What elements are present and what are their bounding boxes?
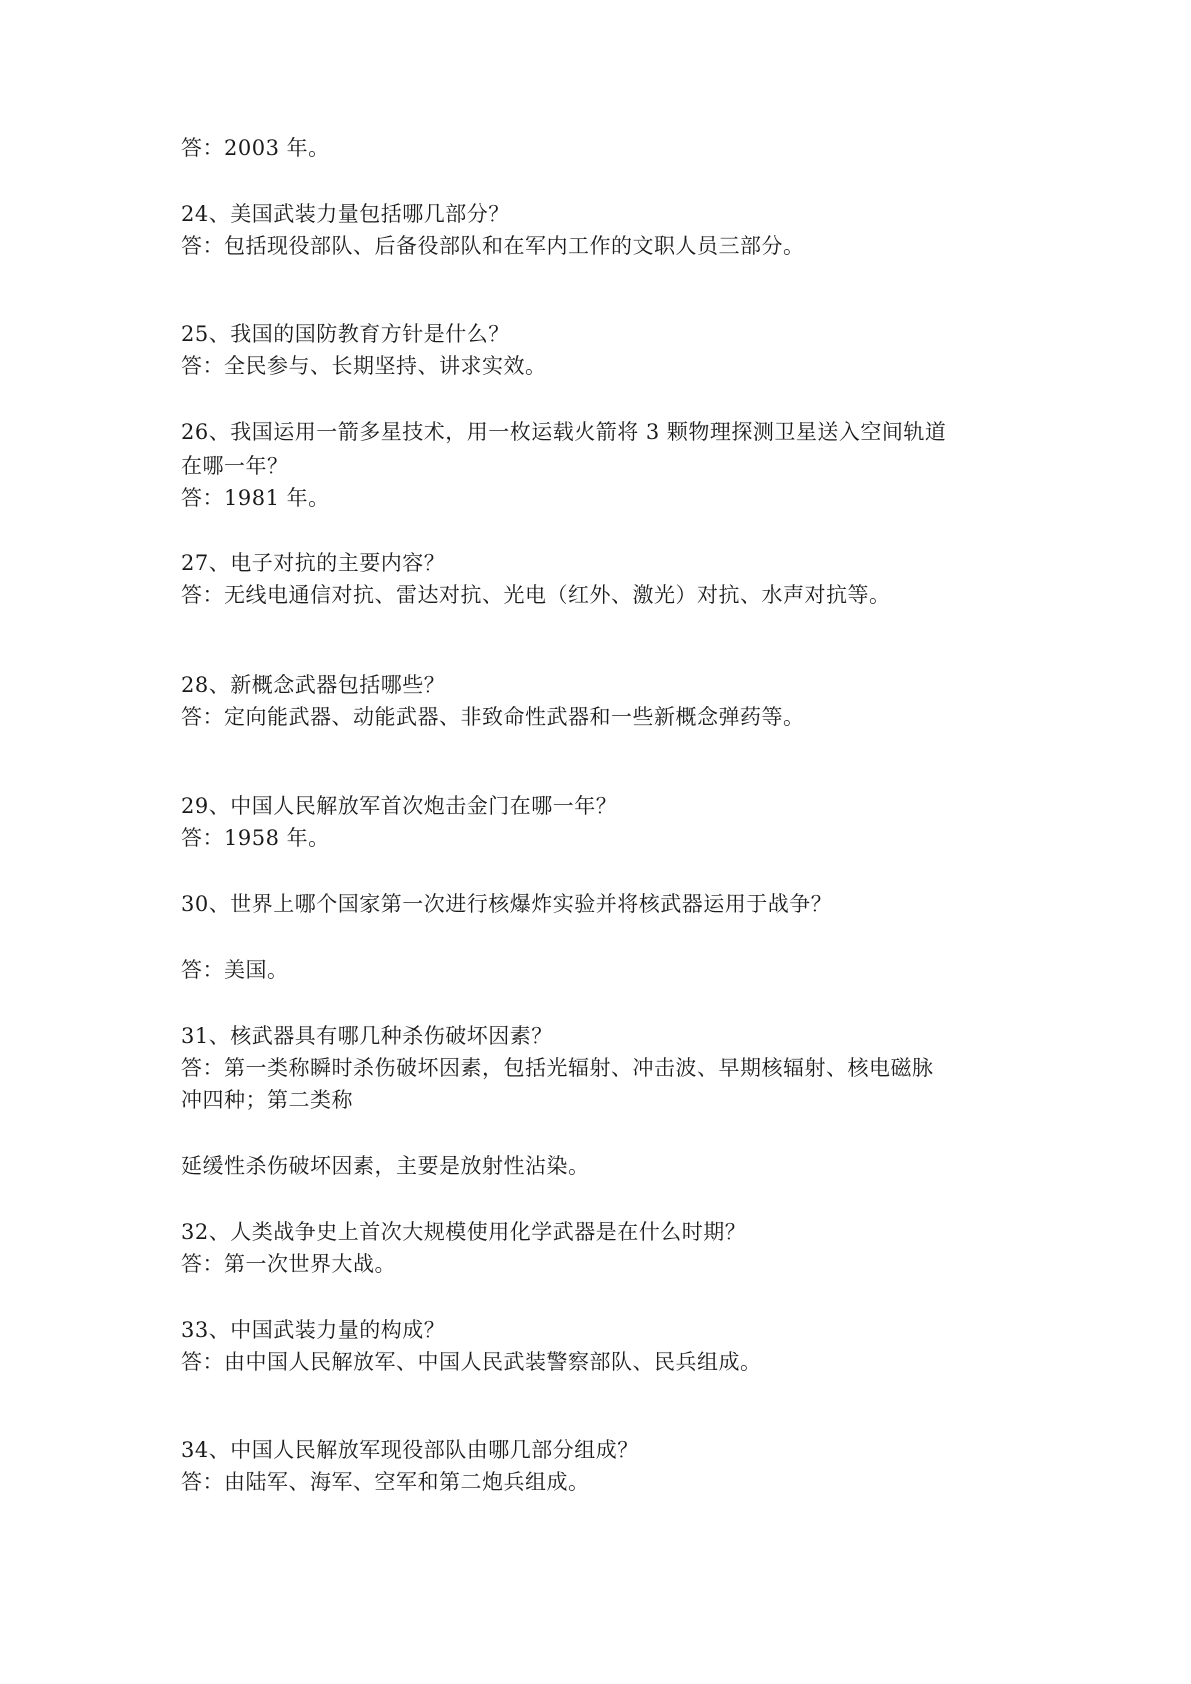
question-26: 26、我国运用一箭多星技术，用一枚运载火箭将 3 颗物理探测卫星送入空间轨道	[181, 420, 947, 444]
answer-26: 答：1981 年。	[181, 486, 330, 510]
question-33: 33、中国武装力量的构成？	[181, 1318, 446, 1342]
answer-28: 答：定向能武器、动能武器、非致命性武器和一些新概念弹药等。	[181, 705, 805, 729]
question-26-continued: 在哪一年？	[181, 454, 289, 478]
answer-24: 答：包括现役部队、后备役部队和在军内工作的文职人员三部分。	[181, 234, 805, 258]
question-28: 28、新概念武器包括哪些？	[181, 673, 446, 697]
question-30: 30、世界上哪个国家第一次进行核爆炸实验并将核武器运用于战争？	[181, 892, 833, 916]
question-32: 32、人类战争史上首次大规模使用化学武器是在什么时期？	[181, 1220, 747, 1244]
answer-32: 答：第一次世界大战。	[181, 1252, 396, 1276]
answer-27: 答：无线电通信对抗、雷达对抗、光电（红外、激光）对抗、水声对抗等。	[181, 583, 891, 607]
answer-34: 答：由陆军、海军、空军和第二炮兵组成。	[181, 1470, 590, 1494]
answer-23: 答：2003 年。	[181, 136, 330, 160]
question-34: 34、中国人民解放军现役部队由哪几部分组成？	[181, 1438, 639, 1462]
answer-31: 答：第一类称瞬时杀伤破坏因素，包括光辐射、冲击波、早期核辐射、核电磁脉	[181, 1056, 934, 1080]
answer-29: 答：1958 年。	[181, 826, 330, 850]
answer-31-continued: 冲四种；第二类称	[181, 1088, 353, 1112]
question-31: 31、核武器具有哪几种杀伤破坏因素？	[181, 1024, 553, 1048]
answer-33: 答：由中国人民解放军、中国人民武装警察部队、民兵组成。	[181, 1350, 762, 1374]
answer-31-continued-2: 延缓性杀伤破坏因素，主要是放射性沾染。	[181, 1154, 590, 1178]
question-25: 25、我国的国防教育方针是什么？	[181, 322, 510, 346]
question-29: 29、中国人民解放军首次炮击金门在哪一年？	[181, 794, 618, 818]
answer-25: 答：全民参与、长期坚持、讲求实效。	[181, 354, 547, 378]
question-27: 27、电子对抗的主要内容？	[181, 551, 446, 575]
answer-30: 答：美国。	[181, 958, 289, 982]
question-24: 24、美国武装力量包括哪几部分？	[181, 202, 510, 226]
